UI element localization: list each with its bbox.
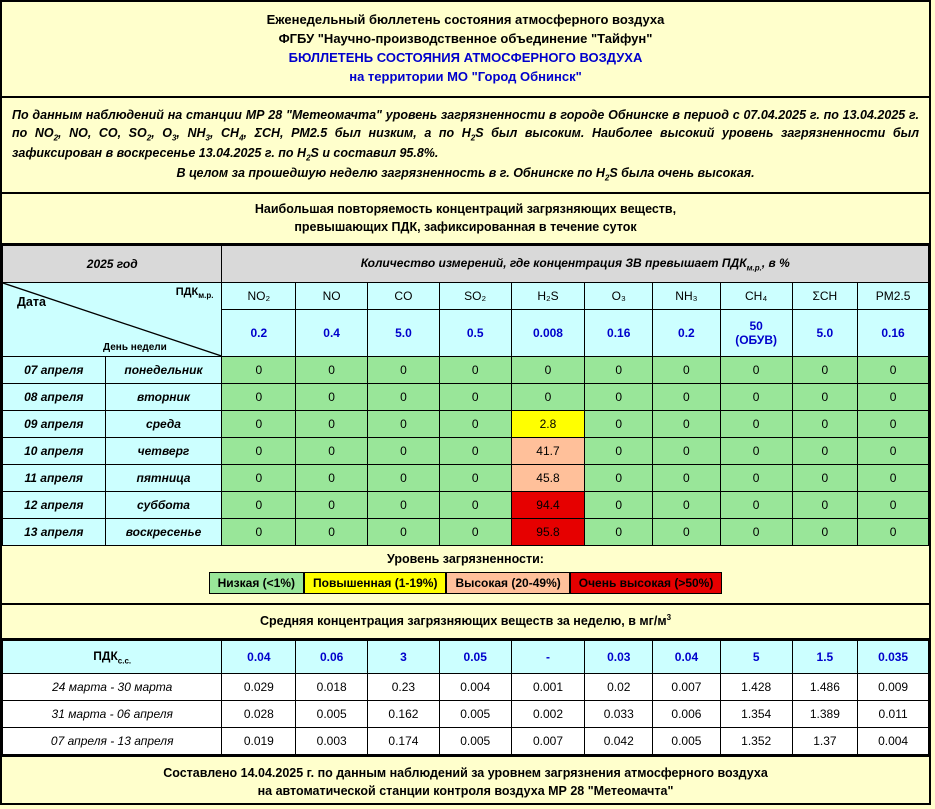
cell-1-6: 0 [653,384,721,411]
cell-4-9: 0 [858,465,929,492]
header-line-3: БЮЛЛЕТЕНЬ СОСТОЯНИЯ АТМОСФЕРНОГО ВОЗДУХА [288,50,643,65]
summary-text-7: S был высоким. Наиболее высокий уровень загрязненности был зафиксирован в воскресенье 13.04.2025 г. по H [12,126,920,161]
avg-period-0: 24 марта - 30 марта [3,674,222,701]
pdk-ss-no: 0.06 [296,641,368,674]
avg-2-3: 0.005 [439,728,511,755]
row-day-6: воскресенье [105,519,222,546]
cell-5-6: 0 [653,492,721,519]
summary-sub-6: 2 [470,133,476,143]
pdk-ss-h2s: - [511,641,585,674]
avg-1-6: 0.006 [653,701,721,728]
substance-header-pm25: PM2.5 [858,283,929,310]
pdk-mr-ch4-value: 50 [749,319,763,334]
substance-header-so2: SO₂ [439,283,511,310]
cell-5-1: 0 [296,492,368,519]
cell-0-2: 0 [368,357,440,384]
footer-line-1: Составлено 14.04.2025 г. по данным наблюдений за уровнем загрязнения атмосферного воздуха [163,766,768,781]
row-date-1: 08 апреля [3,384,106,411]
avg-1-7: 1.354 [720,701,792,728]
cell-5-5: 0 [585,492,653,519]
cell-6-4: 95.8 [511,519,585,546]
table2-pdk-row [3,641,929,674]
cell-2-1: 0 [296,411,368,438]
cell-5-4: 94.4 [511,492,585,519]
cell-4-4: 45.8 [511,465,585,492]
avg-2-4: 0.007 [511,728,585,755]
pollution-legend [2,546,929,605]
pdk-mr-no2: 0.2 [222,310,296,357]
avg-1-8: 1.389 [792,701,858,728]
footer-line-2: на автоматической станции контроля воздуха МР 28 "Метеомачта" [257,784,674,799]
row-date-0: 07 апреля [3,357,106,384]
avg-2-8: 1.37 [792,728,858,755]
table1-header-row-1 [3,246,929,283]
cell-5-7: 0 [720,492,792,519]
summary-sub-4: 3 [205,133,210,143]
row-day-2: среда [105,411,222,438]
table1-title-line1: Наибольшая повторяемость концентраций загрязняющих веществ, [254,202,677,217]
summary-text-8: S и составил 95.8%. [310,146,439,161]
table-row [3,384,929,411]
avg-0-9: 0.009 [858,674,929,701]
table-row [3,357,929,384]
header-line-4: на территории МО "Город Обнинск" [349,69,582,84]
cell-3-4: 41.7 [511,438,585,465]
corner-day-label: День недели [103,342,167,354]
table2-title-sup: 3 [666,613,672,623]
row-date-3: 10 апреля [3,438,106,465]
cell-2-3: 0 [439,411,511,438]
row-date-6: 13 апреля [3,519,106,546]
table2-title-text: Средняя концентрация загрязняющих веществ за неделю, в мг/м [259,614,667,629]
legend-item-low: Низкая (<1%) [209,572,304,594]
cell-0-0: 0 [222,357,296,384]
legend-item-elevated: Повышенная (1-19%) [304,572,446,594]
legend-items [2,572,929,594]
cell-2-9: 0 [858,411,929,438]
summary-sub-3: 3 [171,133,177,143]
summary-text-6: , ΣCH, PM2.5 был низким, а по H [243,126,471,141]
avg-2-6: 0.005 [653,728,721,755]
pdk-mr-so2: 0.5 [439,310,511,357]
row-day-3: четверг [105,438,222,465]
avg-1-2: 0.162 [368,701,440,728]
cell-0-8: 0 [792,357,858,384]
document-footer [2,755,929,807]
cell-3-6: 0 [653,438,721,465]
row-date-5: 12 апреля [3,492,106,519]
substance-header-no: NO [296,283,368,310]
table-row [3,465,929,492]
avg-0-3: 0.004 [439,674,511,701]
corner-date-label: Дата [17,295,46,310]
summary-line2-a: В целом за прошедшую неделю загрязненность в г. Обнинске по H [176,166,605,181]
pdk-ss-nh3: 0.04 [653,641,721,674]
cell-1-3: 0 [439,384,511,411]
avg-1-9: 0.011 [858,701,929,728]
cell-1-0: 0 [222,384,296,411]
cell-2-7: 0 [720,411,792,438]
summary-sub-5: 4 [239,133,244,143]
pdk-mr-co: 5.0 [368,310,440,357]
summary-sub-7: 2 [306,153,311,163]
summary-text-1: По данным наблюдений на станции МР 28 "Метеомачта" уровень загрязненности в городе Обнинске в период с 07.04.2025 г. по 13.04.2025 г. по NO [12,108,919,141]
measurements-header-text: Количество измерений, где концентрация ЗВ превышает ПДК [360,256,747,271]
avg-2-2: 0.174 [368,728,440,755]
header-line-2: ФГБУ "Научно-производственное объединение "Тайфун" [278,31,653,46]
cell-2-2: 0 [368,411,440,438]
pdk-mr-nh3: 0.2 [653,310,721,357]
cell-4-1: 0 [296,465,368,492]
pdk-mr-ch4-note: (ОБУВ) [735,333,778,348]
avg-0-6: 0.007 [653,674,721,701]
cell-3-9: 0 [858,438,929,465]
cell-0-5: 0 [585,357,653,384]
header-line-1: Еженедельный бюллетень состояния атмосферного воздуха [266,12,665,27]
substance-header-o3: O₃ [585,283,653,310]
legend-title: Уровень загрязненности: [387,552,544,567]
avg-period-1: 31 марта - 06 апреля [3,701,222,728]
corner-pdk-label [176,286,214,300]
cell-0-4: 0 [511,357,585,384]
cell-3-5: 0 [585,438,653,465]
pdk-mr-o3: 0.16 [585,310,653,357]
substance-header-ch4: CH₄ [720,283,792,310]
pdk-mr-sch: 5.0 [792,310,858,357]
cell-5-2: 0 [368,492,440,519]
row-date-4: 11 апреля [3,465,106,492]
avg-2-9: 0.004 [858,728,929,755]
cell-6-9: 0 [858,519,929,546]
row-day-5: суббота [105,492,222,519]
table-row [3,492,929,519]
cell-5-9: 0 [858,492,929,519]
cell-2-5: 0 [585,411,653,438]
pdk-mr-ch4 [720,310,792,357]
cell-4-5: 0 [585,465,653,492]
corner-pdk-sub: м.р. [198,291,214,301]
substance-header-co: CO [368,283,440,310]
cell-5-3: 0 [439,492,511,519]
cell-4-7: 0 [720,465,792,492]
avg-0-1: 0.018 [296,674,368,701]
table2-title [2,605,929,640]
pdk-ss-sch: 1.5 [792,641,858,674]
row-date-2: 09 апреля [3,411,106,438]
cell-3-0: 0 [222,438,296,465]
table-row [3,674,929,701]
cell-6-6: 0 [653,519,721,546]
avg-0-7: 1.428 [720,674,792,701]
cell-2-0: 0 [222,411,296,438]
avg-1-1: 0.005 [296,701,368,728]
summary-line-2 [12,164,919,184]
summary-sub-1: 2 [53,133,59,143]
cell-0-7: 0 [720,357,792,384]
measurements-header [222,246,929,283]
avg-0-4: 0.001 [511,674,585,701]
pdk-ss-so2: 0.05 [439,641,511,674]
cell-1-2: 0 [368,384,440,411]
avg-0-0: 0.029 [222,674,296,701]
table1-header-row-2 [3,283,929,310]
summary-text-5: , CH [209,126,240,141]
summary-line2-sub: 2 [604,173,610,183]
cell-5-8: 0 [792,492,858,519]
summary-paragraph [2,98,929,194]
cell-0-1: 0 [296,357,368,384]
table1-title-line2: превышающих ПДК, зафиксированная в течение суток [294,219,637,234]
avg-2-0: 0.019 [222,728,296,755]
table-row [3,701,929,728]
row-day-1: вторник [105,384,222,411]
avg-2-1: 0.003 [296,728,368,755]
corner-header-cell [3,283,222,357]
cell-1-8: 0 [792,384,858,411]
avg-1-0: 0.028 [222,701,296,728]
cell-6-2: 0 [368,519,440,546]
pdk-mr-pm25: 0.16 [858,310,929,357]
pdk-ss-no2: 0.04 [222,641,296,674]
cell-4-2: 0 [368,465,440,492]
cell-6-7: 0 [720,519,792,546]
cell-0-6: 0 [653,357,721,384]
pdk-mr-no: 0.4 [296,310,368,357]
measurements-header-tail: , в % [761,256,790,271]
summary-text-3: , O [151,126,172,141]
table-row [3,438,929,465]
row-day-4: пятница [105,465,222,492]
measurements-header-sub: м.р. [746,263,762,273]
substance-header-sch: ΣCH [792,283,858,310]
pdk-mr-h2s: 0.008 [511,310,585,357]
summary-sub-2: 2 [146,133,152,143]
substance-header-nh3: NH₃ [653,283,721,310]
cell-6-3: 0 [439,519,511,546]
summary-line2-b: S была очень высокая. [609,166,755,181]
cell-2-8: 0 [792,411,858,438]
cell-4-8: 0 [792,465,858,492]
pdk-ss-label-text: ПДК [93,648,118,663]
cell-4-0: 0 [222,465,296,492]
legend-item-very-high: Очень высокая (>50%) [570,572,723,594]
avg-0-5: 0.02 [585,674,653,701]
pdk-ss-label [3,641,222,674]
avg-0-8: 1.486 [792,674,858,701]
cell-1-9: 0 [858,384,929,411]
average-concentration-table [2,640,929,755]
cell-3-8: 0 [792,438,858,465]
avg-1-5: 0.033 [585,701,653,728]
substance-header-no2: NO₂ [222,283,296,310]
row-day-0: понедельник [105,357,222,384]
avg-2-7: 1.352 [720,728,792,755]
table-row [3,519,929,546]
frequency-table [2,245,929,546]
summary-text-4: , NH [176,126,206,141]
cell-4-6: 0 [653,465,721,492]
cell-0-9: 0 [858,357,929,384]
document-header [2,2,929,98]
cell-0-3: 0 [439,357,511,384]
corner-pdk-text: ПДК [175,286,199,299]
table-row [3,411,929,438]
cell-1-5: 0 [585,384,653,411]
cell-6-5: 0 [585,519,653,546]
cell-2-6: 0 [653,411,721,438]
legend-item-high: Высокая (20-49%) [446,572,569,594]
cell-3-3: 0 [439,438,511,465]
cell-4-3: 0 [439,465,511,492]
pdk-ss-co: 3 [368,641,440,674]
cell-1-1: 0 [296,384,368,411]
cell-3-2: 0 [368,438,440,465]
cell-3-1: 0 [296,438,368,465]
cell-5-0: 0 [222,492,296,519]
avg-2-5: 0.042 [585,728,653,755]
avg-1-3: 0.005 [439,701,511,728]
cell-1-7: 0 [720,384,792,411]
table-row [3,728,929,755]
avg-1-4: 0.002 [511,701,585,728]
table1-title [2,194,929,245]
pdk-ss-ch4: 5 [720,641,792,674]
cell-3-7: 0 [720,438,792,465]
pdk-ss-pm25: 0.035 [858,641,929,674]
cell-2-4: 2.8 [511,411,585,438]
cell-6-1: 0 [296,519,368,546]
year-label: 2025 год [3,246,222,283]
pdk-ss-o3: 0.03 [585,641,653,674]
cell-1-4: 0 [511,384,585,411]
pdk-ss-label-sub: с.с. [117,656,132,666]
avg-period-2: 07 апреля - 13 апреля [3,728,222,755]
summary-text-2: , NO, CO, SO [58,126,147,141]
substance-header-h2s: H₂S [511,283,585,310]
cell-6-0: 0 [222,519,296,546]
cell-6-8: 0 [792,519,858,546]
avg-0-2: 0.23 [368,674,440,701]
